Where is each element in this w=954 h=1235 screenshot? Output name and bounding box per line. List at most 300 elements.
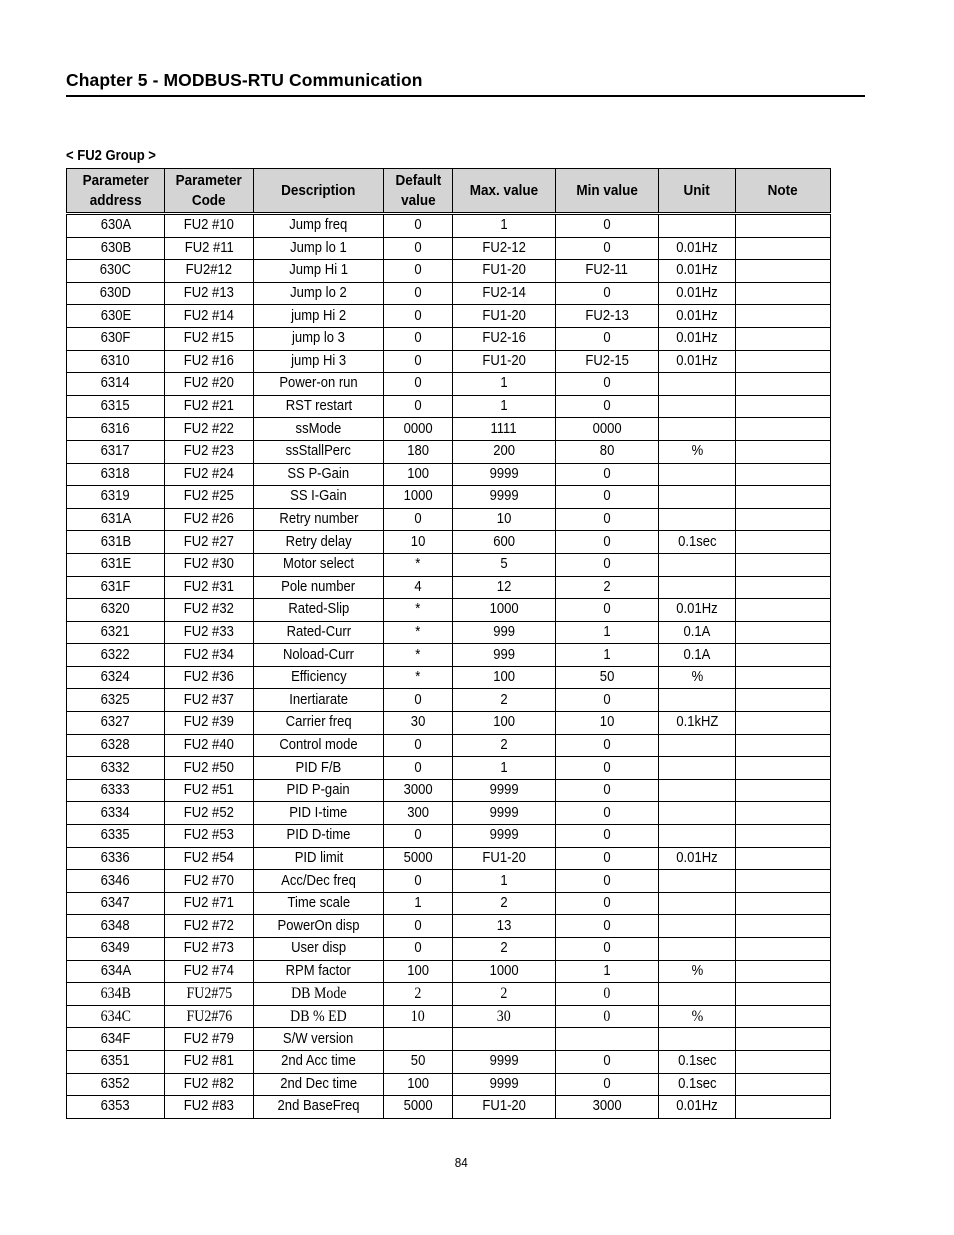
note-cell <box>736 644 831 667</box>
column-header <box>659 169 736 214</box>
parameter-address-cell: 630C <box>67 260 165 283</box>
column-header-label: Default <box>395 171 441 189</box>
parameter-address-cell: 6332 <box>67 757 165 780</box>
table-row <box>67 440 831 463</box>
table-row <box>67 1028 831 1051</box>
description-cell: Carrier freq <box>254 712 384 735</box>
description-cell: SS P-Gain <box>254 463 384 486</box>
group-label: < FU2 Group > <box>66 148 156 164</box>
unit-cell: 0.1kHZ <box>659 712 736 735</box>
max-value-cell: 2 <box>453 938 556 961</box>
description-cell: DB % ED <box>254 1005 384 1028</box>
table-row <box>67 734 831 757</box>
unit-cell <box>659 1028 736 1051</box>
table-row <box>67 802 831 825</box>
table-row <box>67 214 831 238</box>
description-cell: Noload-Curr <box>254 644 384 667</box>
description-cell: RST restart <box>254 395 384 418</box>
max-value-cell: FU1-20 <box>453 1096 556 1119</box>
note-cell <box>736 599 831 622</box>
description-cell: Motor select <box>254 553 384 576</box>
parameter-address-cell: 6315 <box>67 395 165 418</box>
table-row <box>67 576 831 599</box>
min-value-cell: 0 <box>556 599 659 622</box>
unit-cell: 0.1sec <box>659 1050 736 1073</box>
default-value-cell: 100 <box>384 960 453 983</box>
parameter-address-cell: 6314 <box>67 373 165 396</box>
description-cell: Power-on run <box>254 373 384 396</box>
unit-cell <box>659 373 736 396</box>
default-value-cell: 0 <box>384 870 453 893</box>
default-value-cell: 0 <box>384 260 453 283</box>
max-value-cell: 100 <box>453 712 556 735</box>
note-cell <box>736 1028 831 1051</box>
min-value-cell: 0 <box>556 825 659 848</box>
table-row <box>67 757 831 780</box>
unit-cell <box>659 689 736 712</box>
description-cell: S/W version <box>254 1028 384 1051</box>
unit-cell <box>659 870 736 893</box>
default-value-cell: 0 <box>384 214 453 238</box>
unit-cell <box>659 915 736 938</box>
parameter-address-cell: 631F <box>67 576 165 599</box>
description-cell: RPM factor <box>254 960 384 983</box>
table-row <box>67 282 831 305</box>
parameter-address-cell: 6334 <box>67 802 165 825</box>
parameter-address-cell: 6324 <box>67 666 165 689</box>
description-cell: PID F/B <box>254 757 384 780</box>
unit-cell <box>659 938 736 961</box>
default-value-cell: 2 <box>384 983 453 1006</box>
table-row <box>67 260 831 283</box>
min-value-cell: FU2-11 <box>556 260 659 283</box>
table-row <box>67 847 831 870</box>
note-cell <box>736 779 831 802</box>
parameter-code-cell: FU2 #32 <box>165 599 254 622</box>
parameter-code-cell: FU2 #51 <box>165 779 254 802</box>
parameter-address-cell: 6352 <box>67 1073 165 1096</box>
min-value-cell: 1 <box>556 621 659 644</box>
description-cell: Jump Hi 1 <box>254 260 384 283</box>
parameter-code-cell: FU2 #15 <box>165 327 254 350</box>
note-cell <box>736 621 831 644</box>
min-value-cell: 0 <box>556 486 659 509</box>
table-row <box>67 373 831 396</box>
unit-cell: 0.01Hz <box>659 282 736 305</box>
parameter-code-cell: FU2 #52 <box>165 802 254 825</box>
default-value-cell: 100 <box>384 463 453 486</box>
parameter-code-cell: FU2 #16 <box>165 350 254 373</box>
table-body <box>67 214 831 1119</box>
parameter-code-cell: FU2 #37 <box>165 689 254 712</box>
table-row <box>67 1050 831 1073</box>
table-row <box>67 327 831 350</box>
table-row <box>67 486 831 509</box>
parameter-code-cell: FU2 #72 <box>165 915 254 938</box>
note-cell <box>736 938 831 961</box>
parameter-code-cell: FU2 #82 <box>165 1073 254 1096</box>
min-value-cell: 0000 <box>556 418 659 441</box>
unit-cell <box>659 418 736 441</box>
column-header <box>556 169 659 214</box>
min-value-cell: FU2-13 <box>556 305 659 328</box>
note-cell <box>736 1096 831 1119</box>
note-cell <box>736 1073 831 1096</box>
note-cell <box>736 870 831 893</box>
min-value-cell: 0 <box>556 373 659 396</box>
table-row <box>67 418 831 441</box>
parameter-address-cell: 6310 <box>67 350 165 373</box>
note-cell <box>736 734 831 757</box>
column-header-label: value <box>400 191 436 209</box>
note-cell <box>736 373 831 396</box>
default-value-cell: 0000 <box>384 418 453 441</box>
min-value-cell: 0 <box>556 938 659 961</box>
min-value-cell: 0 <box>556 870 659 893</box>
note-cell <box>736 553 831 576</box>
table-row <box>67 553 831 576</box>
note-cell <box>736 508 831 531</box>
parameter-code-cell: FU2 #26 <box>165 508 254 531</box>
unit-cell: 0.1sec <box>659 531 736 554</box>
note-cell <box>736 689 831 712</box>
note-cell <box>736 666 831 689</box>
unit-cell <box>659 779 736 802</box>
max-value-cell: 1111 <box>453 418 556 441</box>
parameter-code-cell: FU2 #79 <box>165 1028 254 1051</box>
table-row <box>67 1005 831 1028</box>
default-value-cell: 0 <box>384 373 453 396</box>
max-value-cell: FU1-20 <box>453 260 556 283</box>
max-value-cell: 2 <box>453 734 556 757</box>
parameter-code-cell: FU2 #20 <box>165 373 254 396</box>
parameter-address-cell: 6336 <box>67 847 165 870</box>
table-row <box>67 938 831 961</box>
parameter-code-cell: FU2 #81 <box>165 1050 254 1073</box>
default-value-cell: 0 <box>384 305 453 328</box>
table-row <box>67 305 831 328</box>
note-cell <box>736 440 831 463</box>
parameter-code-cell: FU2 #34 <box>165 644 254 667</box>
note-cell <box>736 350 831 373</box>
unit-cell: % <box>659 440 736 463</box>
default-value-cell <box>384 1028 453 1051</box>
parameter-address-cell: 6333 <box>67 779 165 802</box>
max-value-cell: 9999 <box>453 463 556 486</box>
default-value-cell: 30 <box>384 712 453 735</box>
unit-cell <box>659 463 736 486</box>
parameter-address-cell: 634F <box>67 1028 165 1051</box>
min-value-cell: 50 <box>556 666 659 689</box>
table-row <box>67 960 831 983</box>
note-cell <box>736 983 831 1006</box>
parameter-address-cell: 6348 <box>67 915 165 938</box>
unit-cell <box>659 486 736 509</box>
unit-cell: % <box>659 666 736 689</box>
description-cell: Inertiarate <box>254 689 384 712</box>
default-value-cell: * <box>384 666 453 689</box>
parameter-address-cell: 631E <box>67 553 165 576</box>
parameter-address-cell: 630F <box>67 327 165 350</box>
min-value-cell: 0 <box>556 983 659 1006</box>
column-header-label: Description <box>281 181 356 199</box>
table-row <box>67 1096 831 1119</box>
parameter-address-cell: 630A <box>67 214 165 238</box>
column-header-label: Code <box>192 191 226 209</box>
default-value-cell: 10 <box>384 531 453 554</box>
default-value-cell: 0 <box>384 689 453 712</box>
note-cell <box>736 214 831 238</box>
max-value-cell: 1 <box>453 214 556 238</box>
default-value-cell: 0 <box>384 825 453 848</box>
min-value-cell: 0 <box>556 915 659 938</box>
parameter-address-cell: 630B <box>67 237 165 260</box>
default-value-cell: 50 <box>384 1050 453 1073</box>
description-cell: PowerOn disp <box>254 915 384 938</box>
max-value-cell: 1 <box>453 757 556 780</box>
parameter-code-cell: FU2 #11 <box>165 237 254 260</box>
column-header-label: Unit <box>683 181 711 199</box>
table-row <box>67 983 831 1006</box>
parameter-code-cell: FU2 #31 <box>165 576 254 599</box>
description-cell: jump lo 3 <box>254 327 384 350</box>
parameter-code-cell: FU2 #73 <box>165 938 254 961</box>
parameter-code-cell: FU2#76 <box>165 1005 254 1028</box>
parameter-address-cell: 6316 <box>67 418 165 441</box>
parameter-address-cell: 631B <box>67 531 165 554</box>
parameter-code-cell: FU2 #22 <box>165 418 254 441</box>
description-cell: SS I-Gain <box>254 486 384 509</box>
note-cell <box>736 418 831 441</box>
min-value-cell: 0 <box>556 553 659 576</box>
parameter-address-cell: 6321 <box>67 621 165 644</box>
parameter-code-cell: FU2 #30 <box>165 553 254 576</box>
max-value-cell: FU1-20 <box>453 847 556 870</box>
min-value-cell: 0 <box>556 757 659 780</box>
max-value-cell: 999 <box>453 644 556 667</box>
description-cell: PID P-gain <box>254 779 384 802</box>
note-cell <box>736 825 831 848</box>
default-value-cell: 0 <box>384 327 453 350</box>
min-value-cell: 80 <box>556 440 659 463</box>
parameter-code-cell: FU2 #74 <box>165 960 254 983</box>
note-cell <box>736 847 831 870</box>
unit-cell: % <box>659 960 736 983</box>
note-cell <box>736 395 831 418</box>
table-row <box>67 395 831 418</box>
default-value-cell: * <box>384 621 453 644</box>
unit-cell: 0.1A <box>659 621 736 644</box>
parameter-address-cell: 6349 <box>67 938 165 961</box>
default-value-cell: 0 <box>384 938 453 961</box>
table-row <box>67 779 831 802</box>
parameter-address-cell: 6317 <box>67 440 165 463</box>
note-cell <box>736 892 831 915</box>
column-header <box>736 169 831 214</box>
default-value-cell: 1000 <box>384 486 453 509</box>
parameter-code-cell: FU2#75 <box>165 983 254 1006</box>
note-cell <box>736 802 831 825</box>
min-value-cell: 0 <box>556 847 659 870</box>
column-header <box>453 169 556 214</box>
column-header <box>384 169 453 214</box>
description-cell: PID limit <box>254 847 384 870</box>
unit-cell <box>659 757 736 780</box>
parameter-code-cell: FU2 #33 <box>165 621 254 644</box>
parameter-code-cell: FU2 #25 <box>165 486 254 509</box>
max-value-cell: FU2-14 <box>453 282 556 305</box>
parameter-address-cell: 6351 <box>67 1050 165 1073</box>
page-number: 84 <box>454 1155 468 1170</box>
min-value-cell: 0 <box>556 892 659 915</box>
unit-cell: 0.01Hz <box>659 1096 736 1119</box>
unit-cell <box>659 983 736 1006</box>
unit-cell: 0.01Hz <box>659 237 736 260</box>
default-value-cell: 0 <box>384 757 453 780</box>
min-value-cell: 10 <box>556 712 659 735</box>
parameter-address-cell: 6322 <box>67 644 165 667</box>
table-row <box>67 666 831 689</box>
max-value-cell: FU1-20 <box>453 350 556 373</box>
parameter-code-cell: FU2 #83 <box>165 1096 254 1119</box>
table-row <box>67 508 831 531</box>
min-value-cell: 3000 <box>556 1096 659 1119</box>
unit-cell: 0.01Hz <box>659 847 736 870</box>
default-value-cell: * <box>384 644 453 667</box>
description-cell: jump Hi 3 <box>254 350 384 373</box>
note-cell <box>736 1005 831 1028</box>
min-value-cell: 0 <box>556 327 659 350</box>
description-cell: Efficiency <box>254 666 384 689</box>
max-value-cell: 1 <box>453 373 556 396</box>
max-value-cell: 200 <box>453 440 556 463</box>
unit-cell <box>659 395 736 418</box>
unit-cell: 0.1A <box>659 644 736 667</box>
max-value-cell: 9999 <box>453 825 556 848</box>
note-cell <box>736 327 831 350</box>
parameter-address-cell: 6327 <box>67 712 165 735</box>
chapter-title: Chapter 5 - MODBUS-RTU Communication <box>66 70 423 90</box>
parameter-address-cell: 634B <box>67 983 165 1006</box>
max-value-cell: 1000 <box>453 960 556 983</box>
min-value-cell: 0 <box>556 531 659 554</box>
parameter-code-cell: FU2 #23 <box>165 440 254 463</box>
max-value-cell: 999 <box>453 621 556 644</box>
table-row <box>67 237 831 260</box>
max-value-cell: 1 <box>453 395 556 418</box>
max-value-cell: FU1-20 <box>453 305 556 328</box>
max-value-cell: 1000 <box>453 599 556 622</box>
parameter-address-cell: 6335 <box>67 825 165 848</box>
parameter-code-cell: FU2 #14 <box>165 305 254 328</box>
parameter-address-cell: 6328 <box>67 734 165 757</box>
default-value-cell: 0 <box>384 237 453 260</box>
column-header <box>67 169 165 214</box>
parameter-code-cell: FU2 #10 <box>165 214 254 238</box>
column-header-label: address <box>89 191 142 209</box>
table-row <box>67 712 831 735</box>
table-row <box>67 463 831 486</box>
max-value-cell: FU2-16 <box>453 327 556 350</box>
max-value-cell: 9999 <box>453 802 556 825</box>
unit-cell: 0.1sec <box>659 1073 736 1096</box>
description-cell: jump Hi 2 <box>254 305 384 328</box>
description-cell: User disp <box>254 938 384 961</box>
description-cell: PID D-time <box>254 825 384 848</box>
parameter-address-cell: 634C <box>67 1005 165 1028</box>
min-value-cell: 0 <box>556 1050 659 1073</box>
note-cell <box>736 960 831 983</box>
max-value-cell: 10 <box>453 508 556 531</box>
min-value-cell: 1 <box>556 960 659 983</box>
description-cell: Control mode <box>254 734 384 757</box>
note-cell <box>736 486 831 509</box>
table-row <box>67 1073 831 1096</box>
parameter-address-cell: 630D <box>67 282 165 305</box>
max-value-cell: 30 <box>453 1005 556 1028</box>
note-cell <box>736 237 831 260</box>
table-header <box>67 169 831 214</box>
min-value-cell: 0 <box>556 1005 659 1028</box>
title-divider <box>66 95 865 97</box>
default-value-cell: 5000 <box>384 847 453 870</box>
unit-cell: 0.01Hz <box>659 327 736 350</box>
default-value-cell: 10 <box>384 1005 453 1028</box>
max-value-cell: 9999 <box>453 779 556 802</box>
unit-cell: 0.01Hz <box>659 350 736 373</box>
min-value-cell: 0 <box>556 1073 659 1096</box>
min-value-cell <box>556 1028 659 1051</box>
note-cell <box>736 757 831 780</box>
max-value-cell: 12 <box>453 576 556 599</box>
min-value-cell: 2 <box>556 576 659 599</box>
parameter-address-cell: 6353 <box>67 1096 165 1119</box>
unit-cell <box>659 576 736 599</box>
description-cell: DB Mode <box>254 983 384 1006</box>
default-value-cell: 100 <box>384 1073 453 1096</box>
description-cell: ssStallPerc <box>254 440 384 463</box>
unit-cell <box>659 734 736 757</box>
default-value-cell: 4 <box>384 576 453 599</box>
default-value-cell: 180 <box>384 440 453 463</box>
description-cell: Jump freq <box>254 214 384 238</box>
parameter-code-cell: FU2 #53 <box>165 825 254 848</box>
column-header-label: Parameter <box>175 171 243 189</box>
max-value-cell: 9999 <box>453 1050 556 1073</box>
default-value-cell: 300 <box>384 802 453 825</box>
max-value-cell: 1 <box>453 870 556 893</box>
parameter-code-cell: FU2#12 <box>165 260 254 283</box>
parameter-code-cell: FU2 #27 <box>165 531 254 554</box>
default-value-cell: 0 <box>384 734 453 757</box>
default-value-cell: 0 <box>384 508 453 531</box>
parameter-address-cell: 631A <box>67 508 165 531</box>
min-value-cell: 0 <box>556 282 659 305</box>
default-value-cell: 0 <box>384 350 453 373</box>
min-value-cell: 0 <box>556 508 659 531</box>
parameter-address-cell: 630E <box>67 305 165 328</box>
parameter-address-cell: 6346 <box>67 870 165 893</box>
parameter-address-cell: 6347 <box>67 892 165 915</box>
unit-cell <box>659 802 736 825</box>
default-value-cell: 0 <box>384 282 453 305</box>
max-value-cell: 9999 <box>453 486 556 509</box>
description-cell: 2nd BaseFreq <box>254 1096 384 1119</box>
min-value-cell: 0 <box>556 779 659 802</box>
column-header-label: Note <box>767 181 799 199</box>
description-cell: 2nd Dec time <box>254 1073 384 1096</box>
min-value-cell: 0 <box>556 237 659 260</box>
